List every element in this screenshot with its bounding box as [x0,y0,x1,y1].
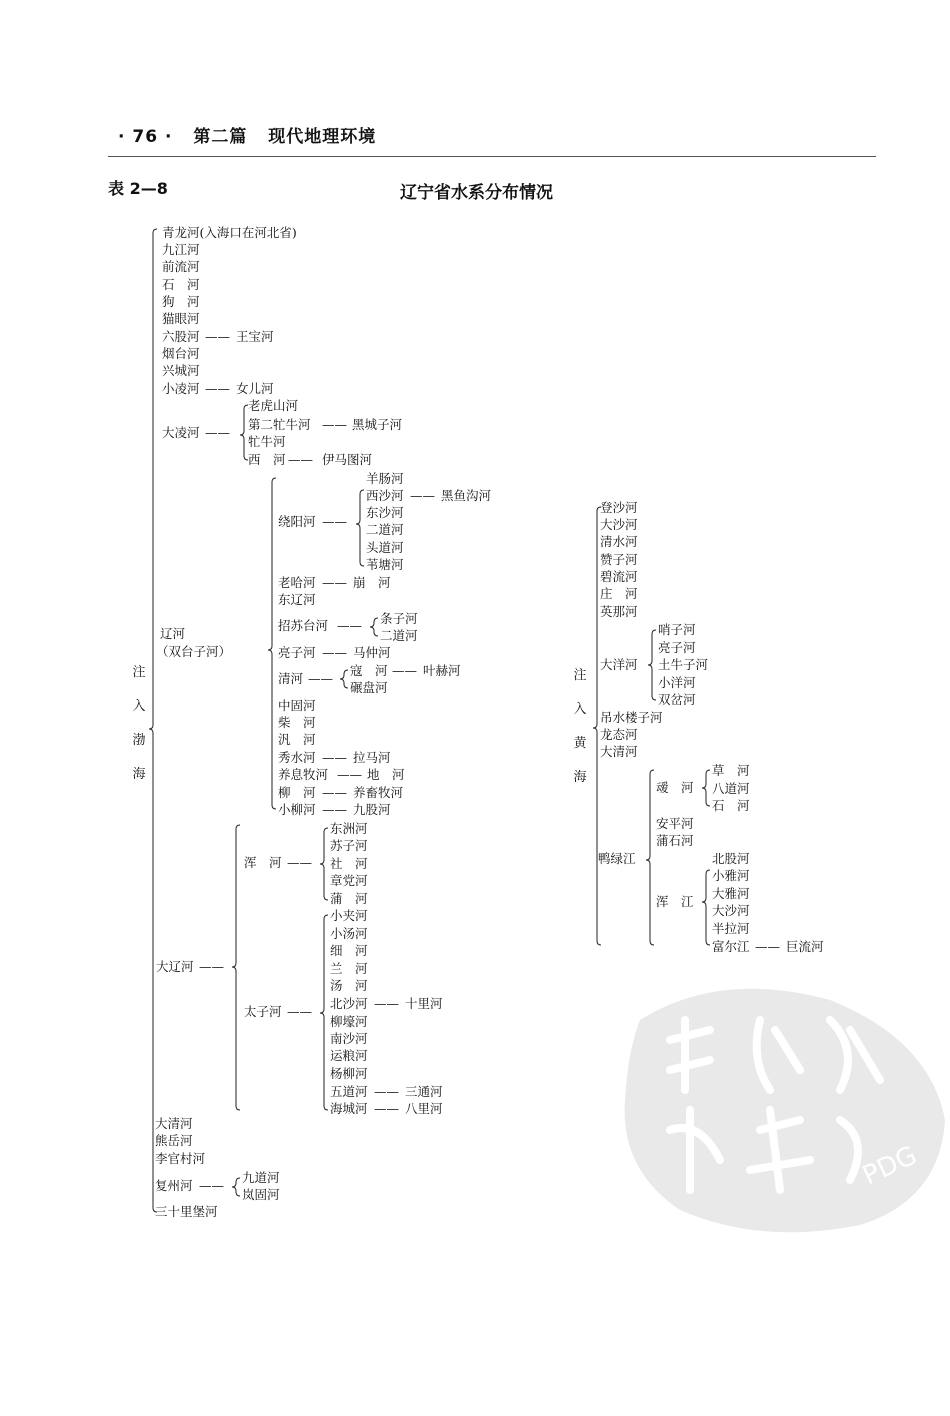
river-label: 南沙河 [330,1031,368,1046]
river-label: 清水河 [600,534,638,549]
river-label: 碧流河 [600,569,638,584]
connector-dash: —— [322,785,347,800]
river-label: 运粮河 [330,1048,368,1063]
river-liao: 辽河 [160,626,186,641]
river-label: 西 河 [248,452,286,467]
bracket-daling [240,405,248,460]
river-label: 巨流河 [786,939,824,954]
river-hun: 浑 河 [244,855,282,870]
river-label: 柳壕河 [330,1014,368,1029]
river-label: 庄 河 [600,586,638,601]
river-label: 九道河 [242,1170,280,1185]
river-label: 猫眼河 [162,311,200,326]
river-fuzhou: 复州河 [155,1178,193,1193]
river-daliao: 大辽河 [156,959,194,974]
connector-dash: —— [755,939,780,954]
river-label: 杨柳河 [330,1066,368,1081]
river-label: 八里河 [405,1101,443,1116]
watermark-brand: PDG [858,1140,922,1192]
river-label: 小柳河 [278,802,316,817]
river-label: 石 河 [712,798,750,813]
river-label: 双岔河 [658,692,696,707]
bracket-fuzhou [232,1178,240,1196]
river-label: 亮子河 [278,645,316,660]
river-label: 土牛子河 [658,657,709,672]
bracket-hun [320,828,328,900]
table-number: 表 2—8 [108,179,168,198]
bracket-bohai [149,229,157,1212]
river-hunjiang: 浑 江 [656,894,694,909]
bracket-taizi [320,915,328,1110]
river-label: 大清河 [155,1116,193,1131]
connector-dash: —— [322,802,347,817]
river-label: 九江河 [162,242,200,257]
river-label: 养息牧河 [278,767,329,782]
river-label: 十里河 [405,996,443,1011]
river-label: 大清河 [600,744,638,759]
river-label: 王宝河 [236,329,274,344]
river-label: 二道河 [366,522,404,537]
river-label: 头道河 [366,540,404,555]
connector-dash: —— [322,750,347,765]
river-raoyang: 绕阳河 [278,514,316,529]
river-label: 东沙河 [366,505,404,520]
river-label: 清河 [278,671,304,686]
connector-dash: —— [199,1178,224,1193]
river-label: 熊岳河 [155,1133,193,1148]
river-label: 三通河 [405,1084,443,1099]
connector-dash: —— [374,1084,399,1099]
river-label: 社 河 [330,856,368,871]
river-label: 小洋河 [658,675,696,690]
river-label: 老哈河 [278,575,316,590]
table-title: 辽宁省水系分布情况 [400,183,553,203]
river-label: 细 河 [330,943,368,958]
connector-dash: —— [337,618,362,633]
river-label: 亮子河 [658,640,696,655]
river-label: 五道河 [330,1084,368,1099]
bracket-liao [268,478,276,809]
river-label: 寇 河 [350,663,388,678]
river-label: 第二牤牛河 [248,417,311,432]
connector-dash: —— [410,488,435,503]
river-label: 招苏台河 [278,618,329,633]
river-label: 李官村河 [155,1151,206,1166]
river-label: 兴城河 [162,363,200,378]
page-number: · 76 · [118,127,173,147]
connector-dash: —— [287,1004,312,1019]
river-label: 叶赫河 [423,663,461,678]
bracket-zhaosutai [370,618,378,636]
river-label: 中固河 [278,698,316,713]
river-label: 六股河 [162,329,200,344]
river-label: 富尔江 [712,939,750,954]
river-label: 条子河 [380,611,418,626]
river-label: 老虎山河 [248,398,299,413]
river-label: 苏子河 [330,838,368,853]
river-label: 小雅河 [712,868,750,883]
connector-dash: —— [392,663,417,678]
connector-dash: —— [322,514,347,529]
connector-dash: —— [374,1101,399,1116]
river-label: 西沙河 [366,488,404,503]
bracket-hunjiang [702,870,710,945]
river-label: 拉马河 [353,750,391,765]
river-ai: 叆 河 [656,780,694,795]
river-label: 英那河 [600,604,638,619]
river-label: 海城河 [330,1101,368,1116]
river-label: 女儿河 [236,381,274,396]
river-label: 汤 河 [330,978,368,993]
river-label: 北沙河 [330,996,368,1011]
river-label: 秀水河 [278,750,316,765]
bracket-raoyang [356,490,364,566]
river-label: 兰 河 [330,961,368,976]
connector-dash: —— [322,645,347,660]
river-dayang: 大洋河 [600,657,638,672]
part-title: 现代地理环境 [268,127,377,147]
river-label: 黑城子河 [352,417,403,432]
river-label: 小凌河 [162,381,200,396]
river-label: 大沙河 [600,517,638,532]
river-label: 小夹河 [330,908,368,923]
river-label: 岚固河 [242,1187,280,1202]
river-label: 八道河 [712,781,750,796]
connector-dash: —— [337,767,362,782]
connector-dash: —— [288,452,313,467]
bracket-yalu [646,770,654,945]
river-label: 汎 河 [278,732,316,747]
river-liao-alias: （双台子河） [156,644,232,659]
river-label: 安平河 [656,816,694,831]
river-label: 小汤河 [330,926,368,941]
river-label: 东洲河 [330,821,368,836]
connector-dash: —— [322,575,347,590]
river-label: 羊肠河 [366,471,404,486]
river-label: 黑鱼沟河 [441,488,492,503]
river-label: 柳 河 [278,785,316,800]
group-label-bohai: 注 入 渤 海 [132,665,146,782]
river-label: 烟台河 [162,346,200,361]
river-label: 前流河 [162,259,200,274]
bracket-ai [702,770,710,806]
bracket-qing [340,670,348,688]
river-label: 北股河 [712,851,750,866]
river-label: 狗 河 [162,294,200,309]
connector-dash: —— [205,329,230,344]
river-label: 哨子河 [658,622,696,637]
river-label: 草 河 [712,763,750,778]
river-label: 碾盘河 [350,680,388,695]
river-label: 龙态河 [600,727,638,742]
river-label: 崩 河 [353,575,391,590]
river-label: 赞子河 [600,552,638,567]
river-label: 伊马图河 [322,452,373,467]
river-label: 登沙河 [600,500,638,515]
river-label: 地 河 [367,767,405,782]
river-label: 养畜牧河 [353,785,404,800]
river-label: 蒲石河 [656,833,694,848]
river-label: 三十里堡河 [155,1204,218,1219]
group-label-huanghai: 注 入 黄 海 [573,668,587,785]
river-label: 牤牛河 [248,434,286,449]
river-label: 马仲河 [353,645,391,660]
river-qinglong: 青龙河(入海口在河北省) [162,225,297,240]
river-label: 二道河 [380,628,418,643]
river-label: 蒲 河 [330,891,368,906]
connector-dash: —— [205,381,230,396]
connector-dash: —— [374,996,399,1011]
river-daling: 大凌河 [162,425,200,440]
connector-dash: —— [287,855,312,870]
connector-dash: —— [199,959,224,974]
river-label: 大雅河 [712,886,750,901]
river-label: 吊水楼子河 [600,710,663,725]
river-label: 半拉河 [712,921,750,936]
connector-dash: —— [205,425,230,440]
connector-dash: —— [308,671,333,686]
river-label: 九股河 [353,802,391,817]
river-label: 东辽河 [278,592,316,607]
river-label: 大沙河 [712,903,750,918]
part-label: 第二篇 [193,127,248,147]
river-label: 苇塘河 [366,557,404,572]
river-yalu: 鸭绿江 [598,851,636,866]
watermark-seal [600,960,950,1240]
bracket-dayang [648,630,656,700]
seal-shape [625,989,945,1233]
river-label: 石 河 [162,277,200,292]
connector-dash: —— [322,417,347,432]
river-taizi: 太子河 [244,1004,282,1019]
bracket-daliao [232,825,240,1110]
river-label: 柴 河 [278,715,316,730]
river-label: 章党河 [330,873,368,888]
